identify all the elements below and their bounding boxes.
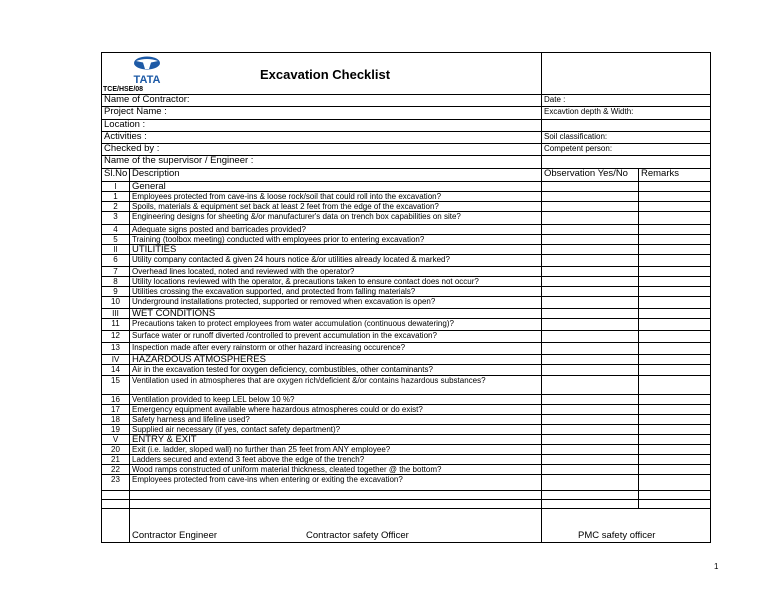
observation-cell[interactable]	[542, 309, 639, 319]
row-number: V	[102, 435, 130, 445]
observation-cell[interactable]	[542, 297, 639, 309]
observation-cell[interactable]	[542, 395, 639, 405]
remarks-cell[interactable]	[639, 405, 711, 415]
section-title: HAZARDOUS ATMOSPHERES	[130, 355, 542, 365]
row-description: Inspection made after every rainstorm or other hazard increasing occurence?	[130, 343, 542, 355]
signature-row	[102, 509, 711, 543]
row-description: Underground installations protected, supported or removed when excavation is open?	[130, 297, 542, 309]
observation-cell[interactable]	[542, 376, 639, 395]
observation-cell[interactable]	[542, 465, 639, 475]
row-description: Spoils, materials & equipment set back at least 2 feet from the edge of the excavation?	[130, 202, 542, 212]
row-number: 2	[102, 202, 130, 212]
observation-cell[interactable]	[542, 435, 639, 445]
checklist-row	[102, 475, 711, 491]
row-number: 8	[102, 277, 130, 287]
observation-cell[interactable]	[542, 331, 639, 343]
remarks-cell[interactable]	[639, 435, 711, 445]
col-remarks: Remarks	[639, 169, 711, 182]
row-description: Safety harness and lifeline used?	[130, 415, 542, 425]
checklist-row	[102, 343, 711, 355]
section-row	[102, 309, 711, 319]
pmc-safety-officer-label: PMC safety officer	[578, 530, 656, 541]
row-description: Overhead lines located, noted and reviewed with the operator?	[130, 267, 542, 277]
observation-cell[interactable]	[542, 343, 639, 355]
blank-field	[542, 120, 711, 132]
contractor-field[interactable]: Name of Contractor:	[102, 95, 542, 107]
observation-cell[interactable]	[542, 212, 639, 225]
row-description: Surface water or runoff diverted /controlled to prevent accumulation in the excavation?	[130, 331, 542, 343]
row-number: 6	[102, 255, 130, 267]
row-number: 22	[102, 465, 130, 475]
checklist-row	[102, 405, 711, 415]
row-description: Ventilation provided to keep LEL below 10 %?	[130, 395, 542, 405]
row-number: 3	[102, 212, 130, 225]
observation-cell[interactable]	[542, 405, 639, 415]
remarks-cell[interactable]	[639, 297, 711, 309]
observation-cell[interactable]	[542, 192, 639, 202]
blank-cell	[130, 500, 542, 509]
project-field[interactable]: Project Name :	[102, 107, 542, 120]
observation-cell[interactable]	[542, 287, 639, 297]
observation-cell[interactable]	[542, 455, 639, 465]
soil-field[interactable]: Soil classification:	[542, 132, 711, 144]
date-field[interactable]: Date :	[542, 95, 711, 107]
page-title: Excavation Checklist	[260, 67, 391, 82]
observation-cell[interactable]	[542, 445, 639, 455]
observation-cell[interactable]	[542, 415, 639, 425]
observation-cell[interactable]	[542, 475, 639, 491]
checked-by-field[interactable]: Checked by :	[102, 144, 542, 156]
row-number: III	[102, 309, 130, 319]
activities-field[interactable]: Activities :	[102, 132, 542, 144]
blank-cell	[102, 509, 130, 543]
checklist-row	[102, 225, 711, 235]
section-title: UTILITIES	[130, 245, 542, 255]
section-row	[102, 182, 711, 192]
tata-logo	[118, 55, 176, 85]
row-number: 1	[102, 192, 130, 202]
row-description: Utilities crossing the excavation supported, and protected from falling materials?	[130, 287, 542, 297]
row-description: Precautions taken to protect employees from water accumulation (continuous dewatering)?	[130, 319, 542, 331]
checklist-row	[102, 202, 711, 212]
signature-contractor-cell	[130, 509, 542, 543]
blank-cell	[542, 491, 639, 500]
observation-cell[interactable]	[542, 202, 639, 212]
row-number: II	[102, 245, 130, 255]
header-cell	[102, 53, 542, 95]
blank-cell	[639, 491, 711, 500]
remarks-cell[interactable]	[639, 267, 711, 277]
section-row	[102, 355, 711, 365]
row-number: 9	[102, 287, 130, 297]
remarks-cell[interactable]	[639, 319, 711, 331]
row-number: 19	[102, 425, 130, 435]
location-field[interactable]: Location :	[102, 120, 542, 132]
row-number: 11	[102, 319, 130, 331]
checklist-table	[101, 52, 711, 543]
observation-cell[interactable]	[542, 267, 639, 277]
remarks-cell[interactable]	[639, 182, 711, 192]
row-description: Ventilation used in atmospheres that are oxygen rich/deficient &/or contains hazardous substances?	[130, 376, 542, 395]
row-description: Ladders secured and extend 3 feet above the edge of the trench?	[130, 455, 542, 465]
row-description: Utility company contacted & given 24 hours notice &/or utilities already located & marked?	[130, 255, 542, 267]
checklist-row	[102, 395, 711, 405]
row-number: 23	[102, 475, 130, 491]
remarks-cell[interactable]	[639, 331, 711, 343]
row-number: 18	[102, 415, 130, 425]
remarks-cell[interactable]	[639, 235, 711, 245]
remarks-cell[interactable]	[639, 343, 711, 355]
remarks-cell[interactable]	[639, 415, 711, 425]
row-description: Emergency equipment available where hazardous atmospheres could or do exist?	[130, 405, 542, 415]
checklist-row	[102, 415, 711, 425]
contractor-engineer-label: Contractor Engineer	[132, 530, 218, 541]
supervisor-field[interactable]: Name of the supervisor / Engineer :	[102, 156, 542, 169]
col-observation: Observation Yes/No	[542, 169, 639, 182]
row-description: Engineering designs for sheeting &/or manufacturer's data on trench box capabilities on site?	[130, 212, 542, 225]
depth-width-field[interactable]: Excavtion depth & Width:	[542, 107, 711, 120]
remarks-cell[interactable]	[639, 365, 711, 376]
checklist-row	[102, 465, 711, 475]
remarks-cell[interactable]	[639, 309, 711, 319]
row-number: 7	[102, 267, 130, 277]
remarks-cell[interactable]	[639, 395, 711, 405]
row-description: Employees protected from cave-ins & loose rock/soil that could roll into the excavation?	[130, 192, 542, 202]
row-number: 13	[102, 343, 130, 355]
blank-cell	[102, 500, 130, 509]
remarks-cell[interactable]	[639, 425, 711, 435]
section-row	[102, 245, 711, 255]
remarks-cell[interactable]	[639, 355, 711, 365]
checklist-row	[102, 455, 711, 465]
remarks-cell[interactable]	[639, 212, 711, 225]
row-description: Employees protected from cave-ins when entering or exiting the excavation?	[130, 475, 542, 491]
remarks-cell[interactable]	[639, 475, 711, 491]
checklist-row	[102, 365, 711, 376]
row-description: Supplied air necessary (if yes, contact safety department)?	[130, 425, 542, 435]
row-number: 5	[102, 235, 130, 245]
remarks-cell[interactable]	[639, 465, 711, 475]
remarks-cell[interactable]	[639, 202, 711, 212]
remarks-cell[interactable]	[639, 277, 711, 287]
header-right-cell	[542, 53, 711, 95]
checklist-row	[102, 277, 711, 287]
row-number: 16	[102, 395, 130, 405]
checklist-row	[102, 267, 711, 277]
remarks-cell[interactable]	[639, 455, 711, 465]
row-description: Air in the excavation tested for oxygen deficiency, combustibles, other contaminants?	[130, 365, 542, 376]
checklist-row	[102, 445, 711, 455]
checklist-row	[102, 287, 711, 297]
observation-cell[interactable]	[542, 245, 639, 255]
remarks-cell[interactable]	[639, 245, 711, 255]
row-number: IV	[102, 355, 130, 365]
blank-cell	[102, 491, 130, 500]
section-row	[102, 435, 711, 445]
observation-cell[interactable]	[542, 319, 639, 331]
observation-cell[interactable]	[542, 425, 639, 435]
row-number: 21	[102, 455, 130, 465]
remarks-cell[interactable]	[639, 192, 711, 202]
row-description: Utility locations reviewed with the operator, & precautions taken to ensure contact does not occur?	[130, 277, 542, 287]
checklist-row	[102, 331, 711, 343]
blank-cell	[130, 491, 542, 500]
col-sl-no: Sl.No	[102, 169, 130, 182]
checklist-row	[102, 255, 711, 267]
blank-field	[542, 156, 711, 169]
checklist-row	[102, 319, 711, 331]
row-number: 4	[102, 225, 130, 235]
checklist-row	[102, 297, 711, 309]
row-number: 15	[102, 376, 130, 395]
checklist-row	[102, 376, 711, 395]
blank-cell	[639, 500, 711, 509]
competent-person-field[interactable]: Competent person:	[542, 144, 711, 156]
signature-pmc-cell	[542, 509, 711, 543]
observation-cell[interactable]	[542, 255, 639, 267]
row-description: Exit (i.e. ladder, sloped wall) no further than 25 feet from ANY employee?	[130, 445, 542, 455]
page-number: 1	[714, 562, 719, 571]
row-number: 20	[102, 445, 130, 455]
observation-cell[interactable]	[542, 277, 639, 287]
row-number: 14	[102, 365, 130, 376]
row-number: 10	[102, 297, 130, 309]
remarks-cell[interactable]	[639, 376, 711, 395]
observation-cell[interactable]	[542, 355, 639, 365]
checklist-row	[102, 235, 711, 245]
observation-cell[interactable]	[542, 182, 639, 192]
col-description: Description	[130, 169, 542, 182]
section-title: WET CONDITIONS	[130, 309, 542, 319]
blank-row	[102, 500, 711, 509]
row-number: I	[102, 182, 130, 192]
row-description: Adequate signs posted and barricades provided?	[130, 225, 542, 235]
remarks-cell[interactable]	[639, 255, 711, 267]
remarks-cell[interactable]	[639, 445, 711, 455]
observation-cell[interactable]	[542, 365, 639, 376]
section-title: ENTRY & EXIT	[130, 435, 542, 445]
blank-cell	[542, 500, 639, 509]
row-number: 12	[102, 331, 130, 343]
logo-text: TATA	[133, 74, 161, 85]
contractor-safety-officer-label: Contractor safety Officer	[306, 530, 409, 541]
checklist-row	[102, 212, 711, 225]
row-description: Training (toolbox meeting) conducted with employees prior to entering excavation?	[130, 235, 542, 245]
remarks-cell[interactable]	[639, 225, 711, 235]
observation-cell[interactable]	[542, 225, 639, 235]
checklist-row	[102, 425, 711, 435]
blank-row	[102, 491, 711, 500]
section-title: General	[130, 182, 542, 192]
checklist-sheet	[101, 52, 710, 566]
row-number: 17	[102, 405, 130, 415]
row-description: Wood ramps constructed of uniform material thickness, cleated together @ the bottom?	[130, 465, 542, 475]
observation-cell[interactable]	[542, 235, 639, 245]
remarks-cell[interactable]	[639, 287, 711, 297]
checklist-row	[102, 192, 711, 202]
doc-code: TCE/HSE/08	[103, 86, 144, 93]
